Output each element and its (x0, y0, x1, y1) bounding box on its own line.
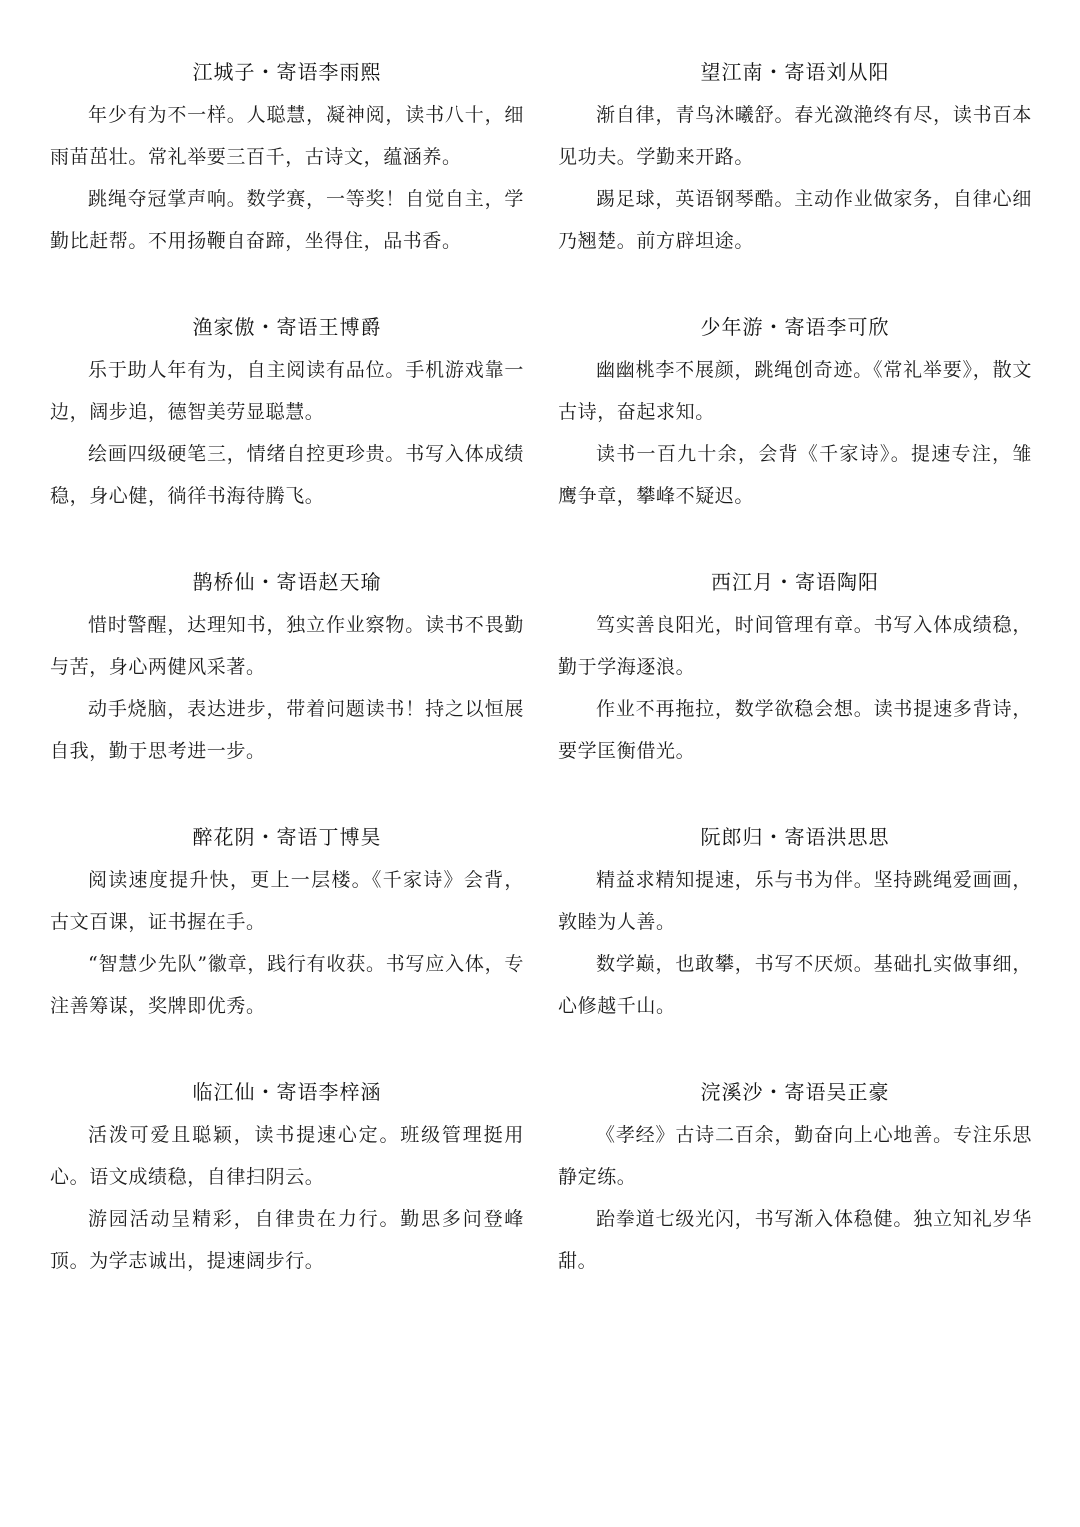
poem-block (50, 566, 524, 821)
poem-paragraph: 精益求精知提速，乐与书为伴。坚持跳绳爱画画，敦睦为人善。 (558, 869, 1032, 933)
left-column (50, 56, 524, 1331)
poem-title: 醉花阴・寄语丁博昊 (192, 825, 382, 849)
poem-title: 少年游・寄语李可欣 (700, 315, 890, 339)
poem-paragraph: 作业不再拖拉，数学欲稳会想。读书提速多背诗，要学匡衡借光。 (558, 698, 1032, 762)
poem-title: 渔家傲・寄语王博爵 (192, 315, 382, 339)
poem-title: 浣溪沙・寄语吴正豪 (700, 1080, 890, 1104)
poem-paragraph: 跆拳道七级光闪，书写渐入体稳健。独立知礼岁华甜。 (558, 1208, 1032, 1272)
poem-block (558, 311, 1032, 566)
poem-block (558, 566, 1032, 821)
poem-paragraph: 数学巅，也敢攀，书写不厌烦。基础扎实做事细，心修越千山。 (558, 953, 1032, 1017)
poem-block (558, 821, 1032, 1076)
poem-paragraph: 惜时警醒，达理知书，独立作业察物。读书不畏勤与苦，身心两健风采著。 (50, 614, 524, 678)
poem-title: 西江月・寄语陶阳 (711, 570, 879, 594)
poem-paragraph: 《孝经》古诗二百余，勤奋向上心地善。专注乐思静定练。 (558, 1124, 1032, 1188)
poem-paragraph: 年少有为不一样。人聪慧，凝神阅，读书八十，细雨苗茁壮。常礼举要三百千，古诗文，蕴涵养。 (50, 104, 524, 168)
poem-paragraph: 踢足球，英语钢琴酷。主动作业做家务，自律心细乃翘楚。前方辟坦途。 (558, 188, 1032, 252)
poem-paragraph: 跳绳夺冠掌声响。数学赛，一等奖！自觉自主，学勤比赶帮。不用扬鞭自奋蹄，坐得住，品书香。 (50, 188, 524, 252)
poem-paragraph: 活泼可爱且聪颖，读书提速心定。班级管理挺用心。语文成绩稳，自律扫阴云。 (50, 1124, 524, 1188)
poem-paragraph: 渐自律，青鸟沐曦舒。春光潋滟终有尽，读书百本见功夫。学勤来开路。 (558, 104, 1032, 168)
poem-paragraph: 乐于助人年有为，自主阅读有品位。手机游戏靠一边，阔步追，德智美劳显聪慧。 (50, 359, 524, 423)
poem-title: 鹊桥仙・寄语赵天瑜 (192, 570, 382, 594)
poem-paragraph: 阅读速度提升快，更上一层楼。《千家诗》会背，古文百课，证书握在手。 (50, 869, 524, 933)
poem-title: 临江仙・寄语李梓涵 (192, 1080, 382, 1104)
poem-block (50, 1076, 524, 1331)
poem-title: 江城子・寄语李雨熙 (192, 60, 382, 84)
poem-title: 阮郎归・寄语洪思思 (700, 825, 890, 849)
poem-block (50, 311, 524, 566)
right-column (558, 56, 1032, 1331)
poem-block (50, 56, 524, 311)
poem-block (558, 56, 1032, 311)
poem-paragraph: 动手烧脑，表达进步，带着问题读书！持之以恒展自我，勤于思考进一步。 (50, 698, 524, 762)
poem-paragraph: 幽幽桃李不展颜，跳绳创奇迹。《常礼举要》，散文古诗，奋起求知。 (558, 359, 1032, 423)
poem-block (50, 821, 524, 1076)
poem-block (558, 1076, 1032, 1331)
poem-paragraph: 笃实善良阳光，时间管理有章。书写入体成绩稳，勤于学海逐浪。 (558, 614, 1032, 678)
poem-paragraph: “智慧少先队”徽章，践行有收获。书写应入体，专注善筹谋，奖牌即优秀。 (50, 953, 524, 1017)
poem-paragraph: 读书一百九十余，会背《千家诗》。提速专注，雏鹰争章，攀峰不疑迟。 (558, 443, 1032, 507)
poem-paragraph: 绘画四级硬笔三，情绪自控更珍贵。书写入体成绩稳，身心健，徜徉书海待腾飞。 (50, 443, 524, 507)
poem-paragraph: 游园活动呈精彩，自律贵在力行。勤思多问登峰顶。为学志诚出，提速阔步行。 (50, 1208, 524, 1272)
poem-title: 望江南・寄语刘从阳 (700, 60, 890, 84)
